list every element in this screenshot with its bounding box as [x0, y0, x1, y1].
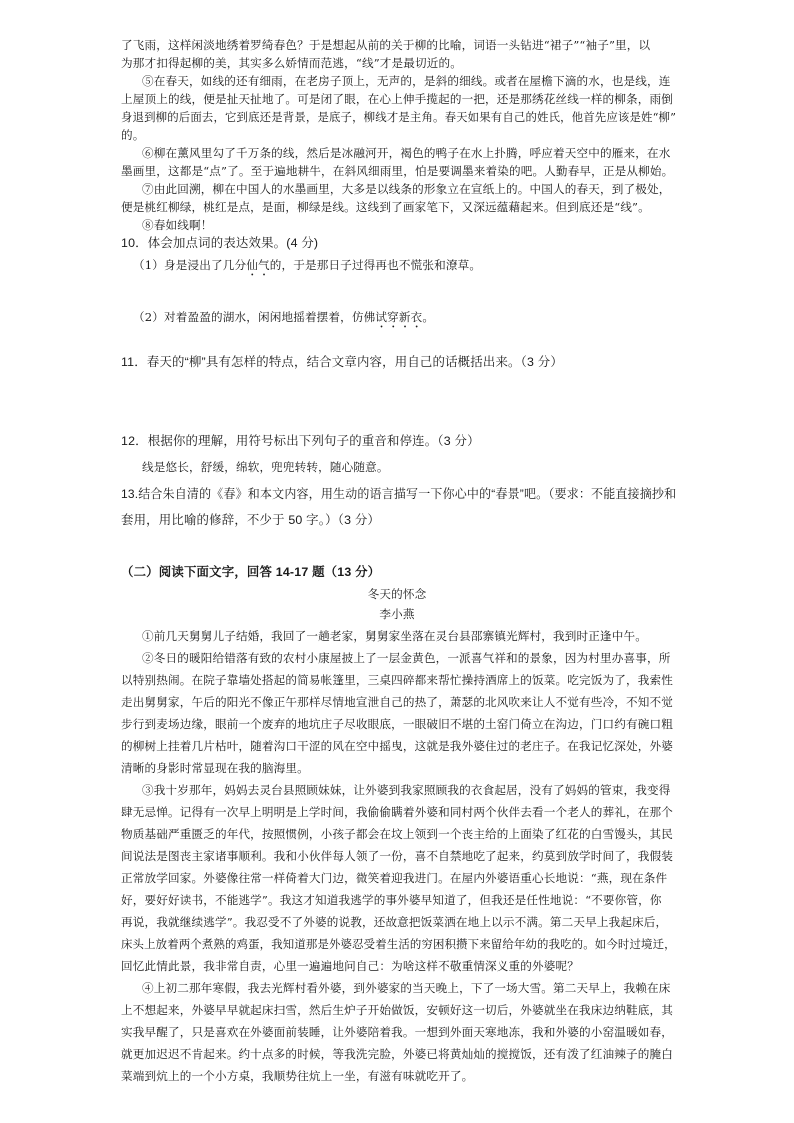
question-13-line: 13.结合朱自清的《春》和本文内容，用生动的语言描写一下你心中的“春景”吧。（要求：不能直接摘抄和	[121, 487, 677, 501]
passage2-line: 以特别热闹。在院子靠墙处搭起的简易帐篷里，三桌四碎都来帮忙操持酒席上的饭菜。吃完饭为了，我索性	[121, 673, 673, 687]
passage2-line: 菜端到炕上的一个小方桌，我顺势往炕上一坐，有滋有味就吃开了。	[121, 1069, 474, 1083]
question-10-sentence-2	[133, 309, 434, 331]
passage1-paragraph-8: ⑧春如线啊！	[142, 218, 213, 232]
passage2-line: 清晰的身影时常显现在我的脑海里。	[121, 761, 309, 775]
question-13-line: 套用，用比喻的修辞，不少于 50 字。）（3 分）	[121, 513, 381, 527]
question-12-sentence: 线是悠长，舒缓，绵软，兜兜转转，随心随意。	[142, 460, 389, 474]
passage1-line: 为那才扣得起柳的美，其实多么娇情而范逃，“线”才是最切近的。	[121, 56, 462, 70]
passage2-line: 再说，我就继续逃学”。我忍受不了外婆的说教，还故意把饭菜洒在地上以示不满。第二天早上我起床后，	[121, 915, 668, 929]
passage2-line: 步行到麦场边缘，眼前一个废弃的地坑庄子尽收眼底，一眼破旧不堪的土窑门倚立在沟边，门口约有碗口粗	[121, 717, 673, 731]
passage2-paragraph-3: ③我十岁那年，妈妈去灵台县照顾妹妹，让外婆到我家照顾我的衣食起居，没有了妈妈的管束，我变得	[142, 783, 671, 797]
dotted-word: 试穿新衣	[375, 310, 423, 324]
passage2-line: 上不想起来，外婆早早就起床扫雪，然后生炉子开始做饭，安顿好这一切后，外婆就坐在我床边纳鞋底，其	[121, 1003, 673, 1017]
passage1-paragraph-5: ⑤在春天，如线的还有细雨，在老房子顶上，无声的，是斜的细线。或者在屋檐下滴的水，也是线，连	[142, 74, 671, 88]
passage2-line: 床头上放着两个煮熟的鸡蛋，我知道那是外婆忍受着生活的穷困积攒下来留给年幼的我吃的。如今时过境迁，	[121, 937, 676, 951]
passage2-line: 的柳树上挂着几片枯叶，随着沟口干涩的风在空中摇曳，这就是我外婆住过的老庄子。在我记忆深处，外婆	[121, 739, 673, 753]
passage1-line: 墨画里，这都是“点”了。至于遍地耕牛，在斜风细雨里，怕是要调墨来着染的吧。人勤春早，正是从柳始。	[121, 164, 674, 178]
passage2-line: 回忆此情此景，我非常自责，心里一遍遍地问自己：为啥这样不敬重情深义重的外婆呢？	[121, 959, 580, 973]
article-title: 冬天的怀念	[367, 587, 427, 601]
passage2-line: 走出舅舅家，午后的阳光不像正午那样尽情地宣泄自己的热了，萧瑟的北风吹来让人不觉有些冷，不知不觉	[121, 695, 673, 709]
sentence-text: 。	[422, 310, 435, 324]
passage1-line: 了飞雨，这样闲淡地绣着罗绮春色？于是想起从前的关于柳的比喻，词语一头钻进“裙子”“袖子”里，以	[121, 38, 651, 52]
passage2-paragraph-4: ④上初二那年寒假，我去光辉村看外婆，到外婆家的当天晚上，下了一场大雪。第二天早上，我赖在床	[142, 981, 671, 995]
passage2-line: 间说法是图丧主家诸事顺利。我和小伙伴每人领了一份，喜不自禁地吃了起来，约莫到放学时间了，我假装	[121, 849, 673, 863]
passage1-line: 身退到柳的后面去，它到底还是背景，是底子，柳线才是主角。春天如果有自己的姓氏，他首先应该是姓“柳”	[121, 110, 677, 124]
sentence-text: 的，于是那日子过得再也不慌张和潦草。	[269, 258, 482, 272]
passage1-line: 的。	[121, 128, 145, 142]
dotted-word: 仙气	[246, 258, 270, 272]
passage1-line: 便是桃红柳绿，桃红是点，是面，柳绿是线。这线到了画家笔下，又深远蕴藉起来。但到底还是“线”。	[121, 200, 650, 214]
passage1-paragraph-7: ⑦由此回溯，柳在中国人的水墨画里，大多是以线条的形象立在宣纸上的。中国人的春天，到了极处，	[142, 182, 671, 196]
passage2-line: 物质基础严重匮乏的年代，按照惯例，小孩子都会在坟上领到一个丧主给的上面染了红花的白雪馒头，其民	[121, 827, 673, 841]
article-author: 李小燕	[379, 607, 415, 621]
question-11-heading: 11．春天的“柳”具有怎样的特点，结合文章内容，用自己的话概括出来。（3 分）	[121, 355, 563, 369]
passage2-paragraph-2: ②冬日的暖阳给错落有致的农村小康屋披上了一层金黄色，一派喜气祥和的景象，因为村里办喜事，所	[142, 651, 671, 665]
passage1-paragraph-6: ⑥柳在薰风里勾了千万条的线，然后是冰融河开，褐色的鸭子在水上扑腾，呼应着天空中的雁来，在水	[142, 146, 671, 160]
passage2-line: 正常放学回家。外婆像往常一样倚着大门边，微笑着迎我进门。在屋内外婆语重心长地说：“燕，现在条件	[121, 871, 668, 885]
sentence-text: （1）身是浸出了几分	[133, 258, 247, 272]
question-10-heading: 10．体会加点词的表达效果。(4 分)	[121, 236, 319, 250]
question-10-sentence-1	[133, 257, 481, 279]
sentence-text: （2）对着盈盈的湖水，闲闲地摇着摆着，仿佛	[133, 310, 376, 324]
passage2-line: 实我早醒了，只是喜欢在外婆面前装睡，让外婆陪着我。一想到外面天寒地冻，我和外婆的小窑温暖如春，	[121, 1025, 673, 1039]
passage2-line: 好，要好好读书，不能逃学”。我这才知道我逃学的事外婆早知道了，但我还是任性地说：“不要你管，你	[121, 893, 662, 907]
passage2-line: 就更加迟迟不肯起来。约十点多的时候，等我洗完脸，外婆已将黄灿灿的搅搅饭，还有泼了红油辣子的腌白	[121, 1047, 673, 1061]
passage1-line: 上屋顶上的线，便是扯天扯地了。可是闭了眼，在心上伸手揽起的一把，还是那绣花丝线一样的柳条，雨倒	[121, 92, 673, 106]
passage2-line: 肆无忌惮。记得有一次早上明明是上学时间，我偷偷瞒着外婆和同村两个伙伴去看一个老人的葬礼，在那个	[121, 805, 673, 819]
passage2-paragraph-1: ①前几天舅舅儿子结婚，我回了一趟老家，舅舅家坐落在灵台县邵寨镇光辉村，我到时正逢中午。	[142, 629, 647, 643]
question-12-heading: 12．根据你的理解，用符号标出下列句子的重音和停连。（3 分）	[121, 434, 480, 448]
section-2-heading: （二）阅读下面文字，回答 14-17 题（13 分）	[121, 565, 381, 579]
